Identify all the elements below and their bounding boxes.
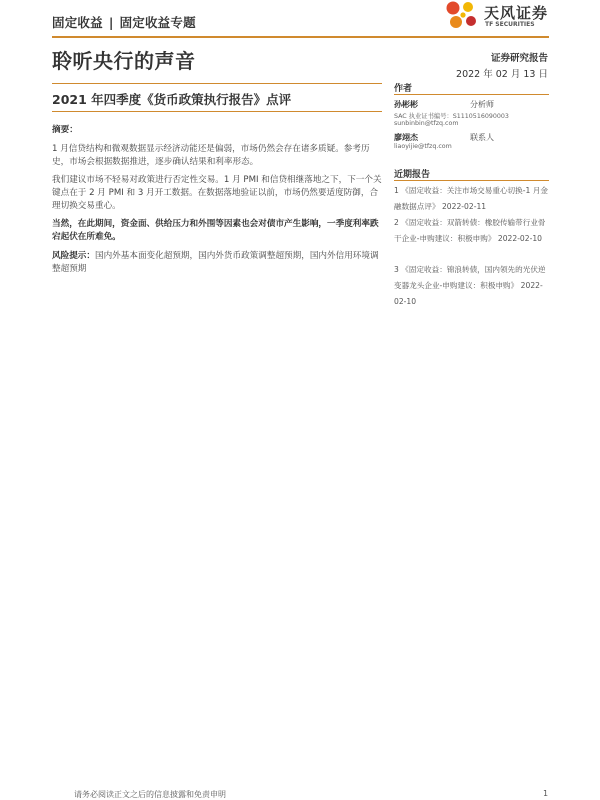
authors-heading: 作者 <box>394 84 413 94</box>
recent-report-1[interactable]: 1 《固定收益：关注市场交易重心切换-1 月金融数据点评》 2022-02-11 <box>394 186 548 211</box>
disclaimer-footer: 请务必阅读正文之后的信息披露和免责申明 <box>74 790 226 799</box>
author-1-role: 分析师 <box>470 100 494 109</box>
page-subtitle: 2021 年四季度《货币政策执行报告》点评 <box>52 92 292 107</box>
author-1-email: sunbinbin@tfzq.com <box>394 120 459 127</box>
authors-divider <box>394 94 549 95</box>
author-2-name: 廖翊杰 <box>394 133 418 142</box>
category-label: 固定收益 <box>52 15 103 30</box>
recent-report-3[interactable]: 3 《固定收益：锦浪转债，国内领先的光伏逆变器龙头企业-申购建议：积极申购》 2022-02-10 <box>394 265 546 306</box>
logo-english-name: TF SECURITIES <box>485 21 535 28</box>
page-number: 1 <box>543 789 549 798</box>
subtitle-top-divider <box>52 83 382 84</box>
summary-paragraph-1: 1 月信贷结构和微观数据显示经济动能还是偏弱，市场仍然会存在诸多质疑。参考历史，市场会根据数据推进，逐步确认结果和利率形态。 <box>52 144 370 167</box>
recent-reports-divider <box>394 180 549 181</box>
page-title: 聆听央行的声音 <box>52 49 196 73</box>
risk-warning <box>52 250 382 276</box>
report-type: 证券研究报告 <box>490 53 548 64</box>
category-separator: | <box>108 15 114 30</box>
author-2-role: 联系人 <box>470 133 494 142</box>
recent-report-2[interactable]: 2 《固定收益：双箭转债：橡胶传输带行业骨干企业-申购建议：积极申购》 2022-02-10 <box>394 218 546 243</box>
risk-text: 国内外基本面变化超预期，国内外货币政策调整超预期，国内外信用环境调整超预期 <box>52 251 379 274</box>
author-1-name: 孙彬彬 <box>394 100 418 109</box>
summary-paragraph-3: 当然，在此期间，资金面、供给压力和外围等因素也会对债市产生影响，一季度利率跌宕起伏在所难免。 <box>52 219 379 242</box>
recent-reports-heading: 近期报告 <box>394 170 431 180</box>
subcategory-label: 固定收益专题 <box>119 15 196 30</box>
header-divider <box>52 36 549 38</box>
author-1-cert: SAC 执业证书编号：S1110516090003 <box>394 113 509 120</box>
tf-securities-logo <box>444 0 564 30</box>
summary-paragraph-2: 我们建议市场不轻易对政策进行否定性交易。1 月 PMI 和信贷相继落地之下，下一个关键点在于 2 月 PMI 和 3 月开工数据。在数据落地验证以前，市场仍然要适度防御，合理切换交易重心。 <box>52 175 382 211</box>
report-date: 2022 年 02 月 13 日 <box>456 69 548 80</box>
risk-label: 风险提示： <box>52 251 95 261</box>
report-category <box>52 13 196 31</box>
summary-heading: 摘要： <box>52 125 78 135</box>
author-2-email: liaoyijie@tfzq.com <box>394 143 452 150</box>
logo-mark-icon <box>444 0 482 32</box>
subtitle-bottom-divider <box>52 111 382 112</box>
logo-chinese-name: 天风证券 <box>484 4 549 22</box>
